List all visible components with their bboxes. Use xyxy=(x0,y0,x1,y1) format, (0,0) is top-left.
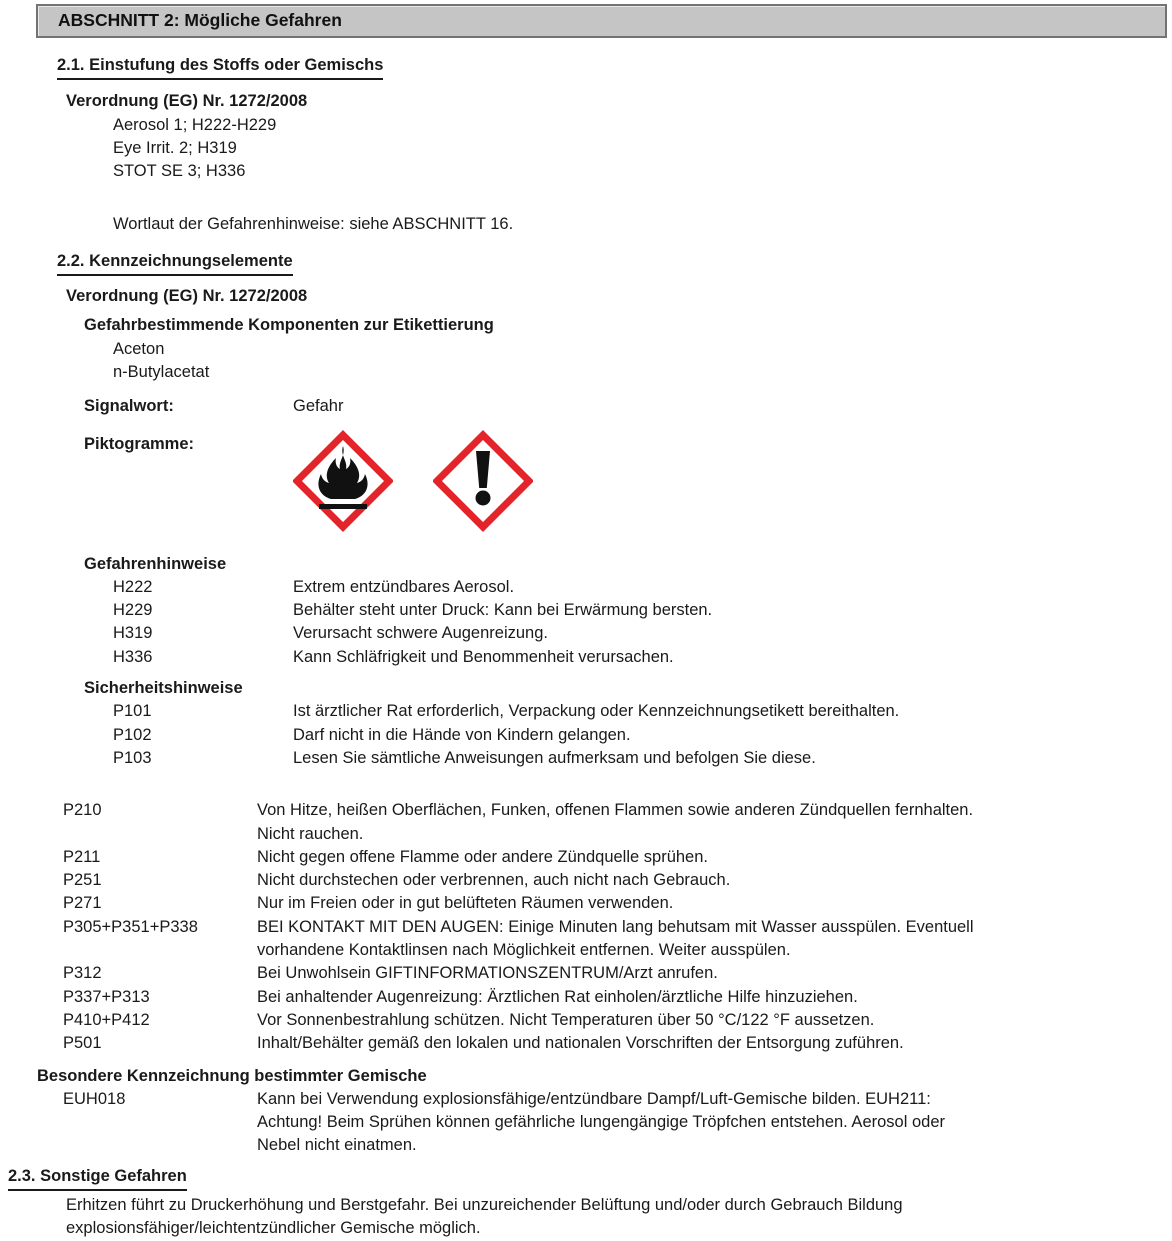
classification-item: Aerosol 1; H222-H229 xyxy=(113,115,277,134)
precaution-text: Inhalt/Behälter gemäß den lokalen und nationalen Vorschriften der Entsorgung zuführen. xyxy=(257,1034,904,1053)
hazard-code: H229 xyxy=(113,601,153,620)
signal-word-label: Signalwort: xyxy=(84,397,174,416)
precaution-code: P210 xyxy=(63,801,102,820)
labelling-components-heading: Gefahrbestimmende Komponenten zur Etikettierung xyxy=(84,316,494,335)
precaution-row xyxy=(0,724,1172,747)
special-text: Kann bei Verwendung explosionsfähige/entzündbare Dampf/Luft-Gemische bilden. EUH211: Achtung! Beim Sprühen können gefährliche lungengängige Tröpfchen entstehen. Aerosol oder Nebel nicht einatmen. xyxy=(257,1089,945,1155)
hazard-text: Kann Schläfrigkeit und Benommenheit verursachen. xyxy=(293,647,674,666)
hazard-wording-note: Wortlaut der Gefahrenhinweise: siehe ABSCHNITT 16. xyxy=(113,215,514,234)
special-code: EUH018 xyxy=(63,1089,126,1108)
signal-word-row xyxy=(0,395,1172,418)
precaution-code: P103 xyxy=(113,748,152,767)
heading-2-1: 2.1. Einstufung des Stoffs oder Gemischs xyxy=(57,54,1172,80)
regulation-2-2: Verordnung (EG) Nr. 1272/2008 xyxy=(66,287,308,306)
heading-2-3: 2.3. Sonstige Gefahren xyxy=(8,1165,1172,1191)
precaution-code: P305+P351+P338 xyxy=(63,917,198,936)
precaution-row xyxy=(0,1032,1172,1055)
hazard-code: H336 xyxy=(113,647,153,666)
precaution-row xyxy=(0,799,1172,846)
hazard-statement-row xyxy=(0,599,1172,622)
hazard-code: H319 xyxy=(113,624,153,643)
special-labelling-heading: Besondere Kennzeichnung bestimmter Gemische xyxy=(37,1066,427,1085)
precaution-row xyxy=(0,962,1172,985)
precaution-code: P501 xyxy=(63,1034,102,1053)
precaution-row xyxy=(0,986,1172,1009)
precaution-row xyxy=(0,700,1172,723)
special-labelling-row xyxy=(0,1088,1172,1158)
hazard-statement-row xyxy=(0,646,1172,669)
pictograms-row xyxy=(0,433,1172,545)
section-header-bar xyxy=(36,4,1167,38)
pictograms-label: Piktogramme: xyxy=(84,434,195,453)
precaution-text: BEI KONTAKT MIT DEN AUGEN: Einige Minuten lang behutsam mit Wasser ausspülen. Eventuell vorhandene Kontaktlinsen nach Möglichkeit entfernen. Weiter ausspülen. xyxy=(257,917,974,960)
precaution-code: P271 xyxy=(63,894,102,913)
ghs07-exclamation-icon xyxy=(433,427,533,535)
hazard-text: Behälter steht unter Druck: Kann bei Erwärmung bersten. xyxy=(293,601,713,620)
precaution-text: Nicht gegen offene Flamme oder andere Zündquelle sprühen. xyxy=(257,847,708,866)
pictograms xyxy=(293,427,533,535)
hazard-text: Extrem entzündbares Aerosol. xyxy=(293,577,515,596)
precaution-row xyxy=(0,1009,1172,1032)
section-header-title: ABSCHNITT 2: Mögliche Gefahren xyxy=(58,10,342,31)
precaution-text: Bei anhaltender Augenreizung: Ärztlichen Rat einholen/ärztliche Hilfe hinzuziehen. xyxy=(257,987,858,1006)
hazard-statement-row xyxy=(0,622,1172,645)
labelling-component: n-Butylacetat xyxy=(113,362,210,381)
precaution-code: P312 xyxy=(63,964,102,983)
classification-item: Eye Irrit. 2; H319 xyxy=(113,138,237,157)
ghs02-flame-icon xyxy=(293,427,393,535)
precaution-code: P251 xyxy=(63,871,102,890)
precaution-code: P410+P412 xyxy=(63,1010,150,1029)
classification-item: STOT SE 3; H336 xyxy=(113,162,246,181)
sds-page xyxy=(0,4,1172,1238)
other-hazards-text: Erhitzen führt zu Druckerhöhung und Berstgefahr. Bei unzureichender Belüftung und/oder durch Gebrauch Bildung explosionsfähiger/leichtentzündlicher Gemische möglich. xyxy=(66,1195,903,1238)
labelling-component: Aceton xyxy=(113,339,165,358)
precaution-row xyxy=(0,869,1172,892)
precaution-code: P337+P313 xyxy=(63,987,150,1006)
precaution-text: Vor Sonnenbestrahlung schützen. Nicht Temperaturen über 50 °C/122 °F aussetzen. xyxy=(257,1010,875,1029)
precaution-row xyxy=(0,892,1172,915)
hazard-statements-heading: Gefahrenhinweise xyxy=(84,554,227,573)
precaution-row xyxy=(0,846,1172,869)
precaution-code: P211 xyxy=(63,847,101,866)
precaution-text: Lesen Sie sämtliche Anweisungen aufmerksam und befolgen Sie diese. xyxy=(293,748,816,767)
precaution-text: Nur im Freien oder in gut belüfteten Räumen verwenden. xyxy=(257,894,674,913)
precaution-text: Nicht durchstechen oder verbrennen, auch nicht nach Gebrauch. xyxy=(257,871,731,890)
regulation-2-1: Verordnung (EG) Nr. 1272/2008 xyxy=(66,92,308,111)
precaution-text: Von Hitze, heißen Oberflächen, Funken, offenen Flammen sowie anderen Zündquellen fernhalten. Nicht rauchen. xyxy=(257,801,974,843)
hazard-text: Verursacht schwere Augenreizung. xyxy=(293,624,548,643)
heading-2-2: 2.2. Kennzeichnungselemente xyxy=(57,250,1172,276)
precaution-text: Bei Unwohlsein GIFTINFORMATIONSZENTRUM/Arzt anrufen. xyxy=(257,964,718,983)
hazard-statement-row xyxy=(0,576,1172,599)
hazard-code: H222 xyxy=(113,577,153,596)
precaution-statements-heading: Sicherheitshinweise xyxy=(84,679,243,698)
precaution-code: P101 xyxy=(113,702,152,721)
signal-word-value: Gefahr xyxy=(293,397,344,416)
precaution-text: Darf nicht in die Hände von Kindern gelangen. xyxy=(293,725,631,744)
precaution-code: P102 xyxy=(113,725,152,744)
precaution-text: Ist ärztlicher Rat erforderlich, Verpackung oder Kennzeichnungsetikett bereithalten. xyxy=(293,702,900,721)
precaution-row xyxy=(0,747,1172,770)
precaution-row xyxy=(0,916,1172,963)
